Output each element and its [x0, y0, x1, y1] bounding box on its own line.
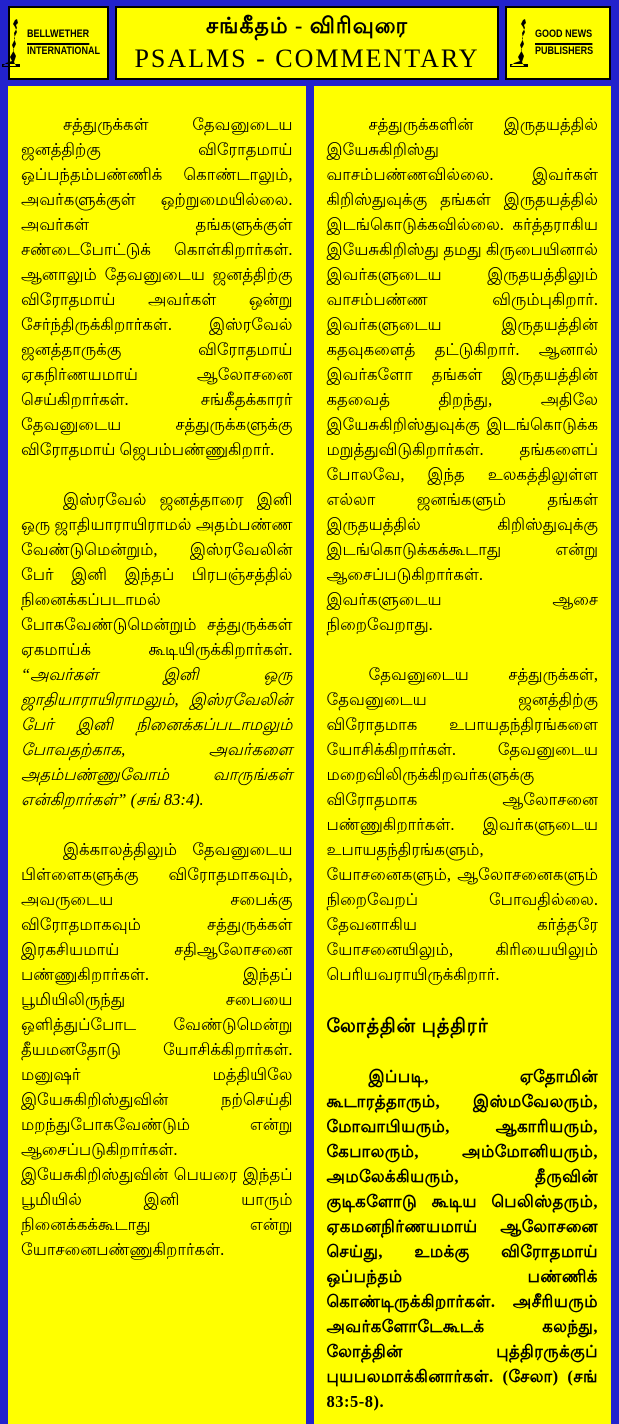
- bellwether-logo-text: [27, 28, 100, 59]
- left-column: [8, 86, 306, 1424]
- right-paragraph-2: தேவனுடைய சத்துருக்கள், தேவனுடைய ஜனத்திற்கு விரோதமாக உபாயதந்திரங்களை யோசிக்கிறார்கள். தேவனுடைய மறைவிலிருக்கிறவர்களுக்கு விரோதமாக ஆலோசனை பண்ணுகிறார்கள். இவர்களுடைய உபாயதந்திரங்களும், யோசனைகளும், ஆலோசனைகளும் நிறைவேறப் போவதில்லை. தேவனாகிய கர்த்தரே யோசனையிலும், கிரியையிலும் பெரியவராயிருக்கிறார்.: [326, 665, 598, 984]
- left-paragraph-1: சத்துருக்கள் தேவனுடைய ஜனத்திற்கு விரோதமாய் ஒப்பந்தம்பண்ணிக் கொண்டாலும், அவர்களுக்குள் ஒற்றுமையில்லை. அவர்கள் தங்களுக்குள் சண்டைபோட்டுக் கொள்கிறார்கள். ஆனாலும் தேவனுடைய ஜனத்திற்கு விரோதமாய் அவர்கள் ஒன்று சேர்ந்திருக்கிறார்கள். இஸ்ரவேல் ஜனத்தாருக்கு விரோதமாய் ஏகநிர்ணயமாய் ஆலோசனை செய்கிறார்கள். சங்கீதக்காரர் தேவனுடைய சத்துருக்களுக்கு விரோதமாய் ஜெபம்பண்ணுகிறார்.: [21, 115, 293, 459]
- goodnews-logo: [505, 6, 611, 80]
- bellwether-figure-icon: [2, 19, 24, 67]
- goodnews-logo-text: [535, 28, 593, 59]
- bellwether-line2: INTERNATIONAL: [26, 44, 100, 57]
- goodnews-figure-icon: [510, 19, 532, 67]
- page-title-english: PSALMS - COMMENTARY: [134, 43, 480, 73]
- bellwether-logo: [8, 6, 109, 80]
- scripture-quote-ps83-4: “அவர்கள் இனி ஒரு ஜாதியாராயிராமலும், இஸ்ரவேலின் பேர் இனி நினைக்கப்படாமலும் போவதற்காக, அவர்களை அதம்பண்ணுவோம் வாருங்கள் என்கிறார்கள்” (சங் 83:4).: [21, 665, 293, 809]
- page-header: [8, 6, 611, 80]
- left-paragraph-2-text: இஸ்ரவேல் ஜனத்தாரை இனி ஒரு ஜாதியாராயிராமல் அதம்பண்ண வேண்டுமென்றும், இஸ்ரவேலின் பேர் இனி இந்தப் பிரபஞ்சத்தில் நினைக்கப்படாமல் போகவேண்டுமென்றும் சத்துருக்கள் ஏகமாய்க் கூடியிருக்கிறார்கள்.: [21, 490, 293, 659]
- scripture-quote-ps83-5-8: இப்படி, ஏதோமின் கூடாரத்தாரும், இஸ்மவேலரும், மோவாபியரும், ஆகாரியரும், கேபாலரும், அம்மோனியரும், அமலேக்கியரும், தீருவின் குடிகளோடு கூடிய பெலிஸ்தரும், ஏகமனநிர்ணயமாய் ஆலோசனை செய்து, உமக்கு விரோதமாய் ஒப்பந்தம் பண்ணிக் கொண்டிருக்கிறார்கள். அசீரியரும் அவர்களோடேகூடக் கலந்து, லோத்தின் புத்திரருக்குப் புயபலமாக்கினார்கள். (சேலா) (சங் 83:5-8).: [326, 1067, 598, 1411]
- title-box: [115, 6, 499, 80]
- goodnews-line2: PUBLISHERS: [535, 44, 594, 57]
- goodnews-line1: GOOD NEWS: [535, 28, 592, 45]
- body-columns: [8, 86, 611, 1424]
- page-title-tamil: சங்கீதம் - விரிவுரை: [206, 12, 408, 38]
- section-heading-sons-of-lot: லோத்தின் புத்திரர்: [326, 1016, 489, 1037]
- bellwether-line1: BELLWETHER: [27, 28, 89, 45]
- right-column: [314, 86, 612, 1424]
- left-paragraph-3: இக்காலத்திலும் தேவனுடைய பிள்ளைகளுக்கு விரோதமாகவும், அவருடைய சபைக்கு விரோதமாகவும் சத்துருக்கள் இரகசியமாய் சதிஆலோசனை பண்ணுகிறார்கள். இந்தப் பூமியிலிருந்து சபையை ஒளித்துப்போட வேண்டுமென்று தீயமனதோடு யோசிக்கிறார்கள். மனுஷர் மத்தியிலே இயேசுகிறிஸ்துவின் நற்செய்தி மறந்துபோகவேண்டும் என்று ஆசைப்படுகிறார்கள். இயேசுகிறிஸ்துவின் பெயரை இந்தப் பூமியில் இனி யாரும் நினைக்கக்கூடாது என்று யோசனைபண்ணுகிறார்கள்.: [21, 840, 293, 1259]
- right-paragraph-1: சத்துருக்களின் இருதயத்தில் இயேசுகிறிஸ்து வாசம்பண்ணவில்லை. இவர்கள் கிறிஸ்துவுக்கு தங்கள் இருதயத்தில் இடங்கொடுக்கவில்லை. கர்த்தராகிய இயேசுகிறிஸ்து தமது கிருபையினால் இவர்களுடைய இருதயத்திலும் வாசம்பண்ண விரும்புகிறார். இவர்களுடைய இருதயத்தின் கதவுகளைத் தட்டுகிறார். ஆனால் இவர்களோ தங்கள் இருதயத்தின் கதவைத் திறந்து, அதிலே இயேசுகிறிஸ்துவுக்கு இடங்கொடுக்க மறுத்துவிடுகிறார்கள். தங்களைப் போலவே, இந்த உலகத்திலுள்ள எல்லா ஜனங்களும் தங்கள் இருதயத்தில் கிறிஸ்துவுக்கு இடங்கொடுக்கக்கூடாது என்று ஆசைப்படுகிறார்கள். இவர்களுடைய ஆசை நிறைவேறாது.: [326, 115, 598, 634]
- left-paragraph-2: [21, 487, 293, 812]
